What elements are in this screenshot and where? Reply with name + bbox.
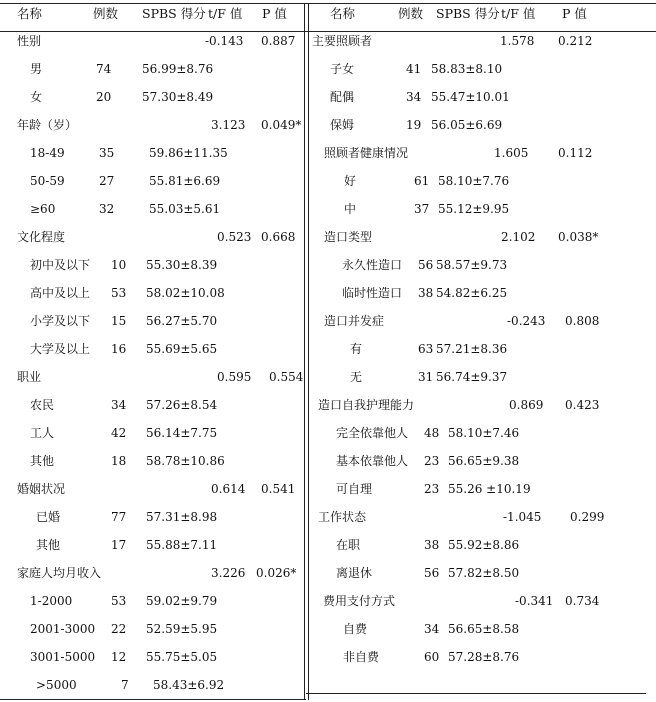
- count-value: 18: [111, 454, 127, 468]
- spbs-score: 54.82±6.25: [436, 286, 508, 300]
- p-value: 0.668: [261, 230, 296, 244]
- count-value: 12: [111, 650, 127, 664]
- p-value: 0.299: [570, 510, 605, 524]
- spbs-score: 59.02±9.79: [146, 594, 218, 608]
- subgroup-label: 大学及以上: [30, 342, 91, 356]
- subgroup-label: 3001-5000: [30, 650, 96, 664]
- count-value: 34: [424, 622, 440, 636]
- count-value: 63: [418, 342, 434, 356]
- category-label: 年龄（岁）: [17, 118, 78, 132]
- spbs-score: 58.10±7.46: [448, 426, 520, 440]
- t-f-value: 1.605: [494, 146, 529, 160]
- count-value: 56: [424, 566, 440, 580]
- subgroup-label: 有: [350, 342, 363, 356]
- table-bottom-rule-left: [0, 699, 306, 700]
- category-label: 造口自我护理能力: [318, 398, 415, 412]
- header-count: 例数: [93, 6, 119, 21]
- subgroup-label: 完全依靠他人: [336, 426, 409, 440]
- subgroup-label: 离退休: [336, 566, 373, 580]
- count-value: 10: [111, 258, 127, 272]
- spbs-score: 57.28±8.76: [448, 650, 520, 664]
- spbs-score: 57.26±8.54: [146, 398, 218, 412]
- t-f-value: 3.123: [211, 118, 246, 132]
- subgroup-label: 在职: [336, 538, 361, 552]
- t-f-value: 0.614: [211, 482, 246, 496]
- spbs-score: 57.30±8.49: [142, 90, 214, 104]
- t-f-value: 2.102: [501, 230, 536, 244]
- subgroup-label: 女: [30, 90, 43, 104]
- table-top-rule: [0, 3, 656, 4]
- header-name: 名称: [330, 6, 356, 21]
- subgroup-label: 男: [30, 62, 43, 76]
- count-value: 32: [99, 202, 115, 216]
- count-value: 53: [111, 286, 127, 300]
- count-value: 35: [99, 146, 115, 160]
- t-f-value: -0.243: [507, 314, 546, 328]
- category-label: 婚姻状况: [17, 482, 66, 496]
- p-value: 0.212: [558, 34, 593, 48]
- count-value: 17: [111, 538, 127, 552]
- spbs-score: 57.31±8.98: [146, 510, 218, 524]
- category-label: 家庭人均月收入: [17, 566, 102, 580]
- spbs-score: 55.75±5.05: [146, 650, 218, 664]
- category-label: 文化程度: [17, 230, 66, 244]
- spbs-score: 58.78±10.86: [146, 454, 225, 468]
- count-value: 20: [96, 90, 112, 104]
- subgroup-label: ≥60: [30, 202, 56, 216]
- count-value: 23: [424, 482, 440, 496]
- subgroup-label: 50-59: [30, 174, 65, 188]
- count-value: 27: [99, 174, 115, 188]
- column-divider-right: [308, 3, 309, 700]
- header-score: SPBS 得分: [142, 6, 206, 21]
- count-value: 53: [111, 594, 127, 608]
- header-tf: t/F 值: [208, 6, 243, 21]
- count-value: 23: [424, 454, 440, 468]
- spbs-score: 57.21±8.36: [436, 342, 508, 356]
- spbs-score: 55.81±6.69: [149, 174, 221, 188]
- spbs-score: 55.88±7.11: [146, 538, 218, 552]
- category-label: 造口类型: [324, 230, 373, 244]
- category-label: 照顾者健康情况: [324, 146, 409, 160]
- header-bottom-rule: [0, 31, 656, 32]
- count-value: 56: [418, 258, 434, 272]
- subgroup-label: 18-49: [30, 146, 65, 160]
- subgroup-label: 永久性造口: [342, 258, 403, 272]
- subgroup-label: 无: [350, 370, 363, 384]
- p-value: 0.541: [261, 482, 296, 496]
- spbs-score: 58.10±7.76: [438, 174, 510, 188]
- spbs-score: 58.02±10.08: [146, 286, 225, 300]
- category-label: 主要照顾者: [312, 34, 373, 48]
- subgroup-label: >5000: [36, 678, 77, 692]
- subgroup-label: 小学及以下: [30, 314, 91, 328]
- header-p: P 值: [562, 6, 587, 21]
- count-value: 7: [121, 678, 129, 692]
- subgroup-label: 高中及以上: [30, 286, 91, 300]
- spbs-score: 55.30±8.39: [146, 258, 218, 272]
- header-tf: t/F 值: [501, 6, 536, 21]
- category-label: 费用支付方式: [323, 594, 396, 608]
- count-value: 41: [406, 62, 422, 76]
- spbs-score: 58.83±8.10: [431, 62, 503, 76]
- spbs-score: 57.82±8.50: [448, 566, 520, 580]
- header-name: 名称: [17, 6, 43, 21]
- t-f-value: -0.341: [515, 594, 554, 608]
- spbs-score: 56.74±9.37: [436, 370, 508, 384]
- spbs-score: 56.65±9.38: [448, 454, 520, 468]
- subgroup-label: 非自费: [343, 650, 380, 664]
- spbs-score: 59.86±11.35: [149, 146, 228, 160]
- subgroup-label: 基本依靠他人: [336, 454, 409, 468]
- subgroup-label: 临时性造口: [342, 286, 403, 300]
- subgroup-label: 其他: [30, 454, 55, 468]
- subgroup-label: 初中及以下: [30, 258, 91, 272]
- subgroup-label: 工人: [30, 426, 55, 440]
- count-value: 61: [414, 174, 430, 188]
- table-bottom-rule-right: [306, 693, 646, 694]
- p-value: 0.026*: [256, 566, 297, 580]
- subgroup-label: 配偶: [330, 90, 355, 104]
- count-value: 19: [406, 118, 422, 132]
- category-label: 性别: [17, 34, 42, 48]
- spbs-score: 58.57±9.73: [436, 258, 508, 272]
- count-value: 34: [111, 398, 127, 412]
- subgroup-label: 中: [344, 202, 357, 216]
- t-f-value: -1.045: [503, 510, 542, 524]
- count-value: 74: [96, 62, 112, 76]
- p-value: 0.887: [261, 34, 296, 48]
- count-value: 15: [111, 314, 127, 328]
- count-value: 37: [414, 202, 430, 216]
- t-f-value: 0.523: [217, 230, 252, 244]
- header-p: P 值: [262, 6, 287, 21]
- subgroup-label: 2001-3000: [30, 622, 96, 636]
- count-value: 48: [424, 426, 440, 440]
- spbs-score: 55.03±5.61: [149, 202, 221, 216]
- subgroup-label: 子女: [330, 62, 355, 76]
- spbs-score: 56.14±7.75: [146, 426, 218, 440]
- t-f-value: -0.143: [205, 34, 244, 48]
- t-f-value: 1.578: [500, 34, 535, 48]
- p-value: 0.808: [565, 314, 600, 328]
- subgroup-label: 农民: [30, 398, 55, 412]
- spbs-score: 55.12±9.95: [438, 202, 510, 216]
- count-value: 77: [111, 510, 127, 524]
- p-value: 0.049*: [261, 118, 302, 132]
- subgroup-label: 已婚: [36, 510, 61, 524]
- category-label: 造口并发症: [324, 314, 385, 328]
- count-value: 60: [424, 650, 440, 664]
- count-value: 22: [111, 622, 127, 636]
- category-label: 工作状态: [318, 510, 367, 524]
- spbs-score: 55.69±5.65: [146, 342, 218, 356]
- count-value: 16: [111, 342, 127, 356]
- t-f-value: 0.595: [217, 370, 252, 384]
- count-value: 38: [418, 286, 434, 300]
- spbs-score: 56.65±8.58: [448, 622, 520, 636]
- subgroup-label: 1-2000: [30, 594, 73, 608]
- spbs-score: 56.27±5.70: [146, 314, 218, 328]
- count-value: 34: [406, 90, 422, 104]
- spbs-score: 58.43±6.92: [153, 678, 225, 692]
- p-value: 0.038*: [558, 230, 599, 244]
- category-label: 职业: [17, 370, 42, 384]
- p-value: 0.423: [565, 398, 600, 412]
- count-value: 42: [111, 426, 127, 440]
- spbs-score: 56.05±6.69: [431, 118, 503, 132]
- subgroup-label: 好: [344, 174, 357, 188]
- subgroup-label: 可自理: [336, 482, 373, 496]
- count-value: 31: [418, 370, 434, 384]
- subgroup-label: 其他: [36, 538, 61, 552]
- count-value: 38: [424, 538, 440, 552]
- spbs-score: 55.47±10.01: [431, 90, 510, 104]
- spbs-score: 55.26 ±10.19: [448, 482, 531, 496]
- subgroup-label: 保姆: [330, 118, 355, 132]
- p-value: 0.554: [269, 370, 304, 384]
- header-score: SPBS 得分: [436, 6, 500, 21]
- spbs-score: 55.92±8.86: [448, 538, 520, 552]
- subgroup-label: 自费: [343, 622, 368, 636]
- spbs-score: 56.99±8.76: [142, 62, 214, 76]
- column-divider-left: [304, 3, 305, 700]
- header-count: 例数: [398, 6, 424, 21]
- t-f-value: 3.226: [211, 566, 246, 580]
- t-f-value: 0.869: [509, 398, 544, 412]
- p-value: 0.734: [565, 594, 600, 608]
- spbs-score: 52.59±5.95: [146, 622, 218, 636]
- p-value: 0.112: [558, 146, 593, 160]
